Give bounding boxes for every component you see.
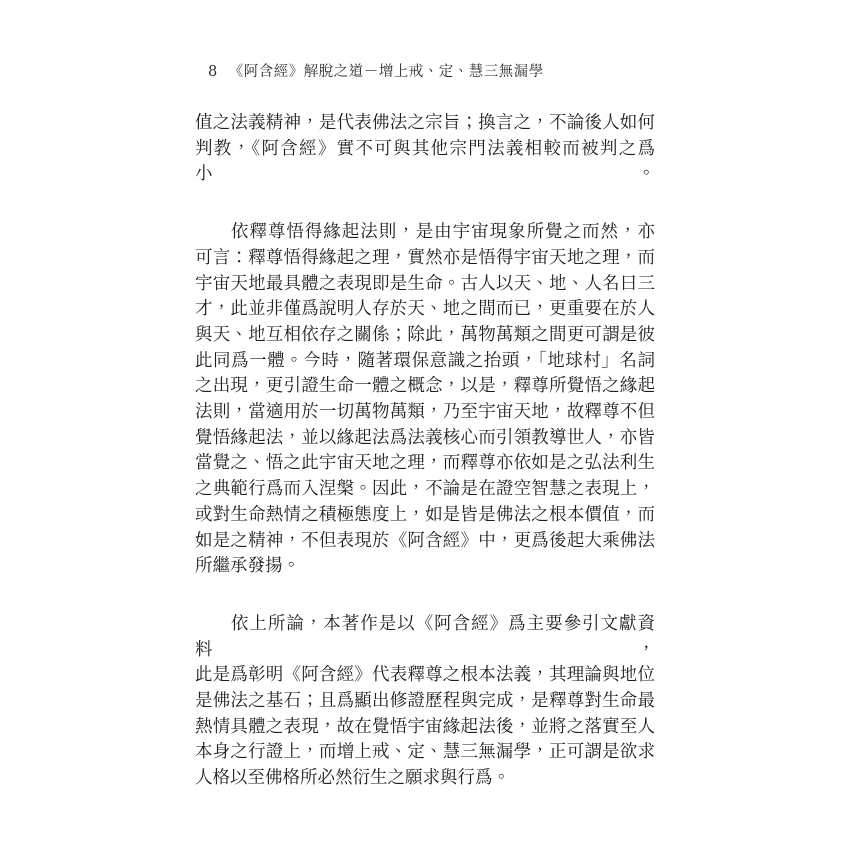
paragraph: [195, 612, 655, 792]
text-line: 如是之精神，不但表現於《阿含經》中，更爲後起大乘佛法: [195, 530, 655, 551]
text-line: 所繼承發揚。: [195, 556, 300, 577]
text-line: 判教，《阿含經》實不可與其他宗門法義相較而被判之爲小。: [195, 138, 655, 185]
text-line: 或對生命熱情之積極態度上，如是皆是佛法之根本價值，而: [195, 504, 655, 525]
text-line: 是佛法之基石；且爲顯出修證歷程與完成，是釋尊對生命最: [195, 691, 655, 712]
text-line: 才，此並非僅爲說明人存於天、地之間而已，更重要在於人: [195, 299, 655, 320]
text-line: 之出現，更引證生命一體之概念，以是，釋尊所覺悟之緣起: [195, 376, 655, 397]
text-line: 當覺之、悟之此宇宙天地之理，而釋尊亦依如是之弘法利生: [195, 453, 655, 474]
text-line: 之典範行爲而入涅槃。因此，不論是在證空智慧之表現上，: [195, 479, 655, 500]
running-title: 《阿含經》解脫之道－增上戒、定、慧三無漏學: [228, 64, 544, 80]
text-line: 宇宙天地最具體之表現即是生命。古人以天、地、人名曰三: [195, 273, 655, 294]
text-line: 可言：釋尊悟得緣起之理，實然亦是悟得宇宙天地之理，而: [195, 247, 655, 268]
text-line: 此是爲彰明《阿含經》代表釋尊之根本法義，其理論與地位: [195, 665, 655, 686]
text-line: 法則，當適用於一切萬物萬類，乃至宇宙天地，故釋尊不但: [195, 402, 655, 423]
text-line: 熱情具體之表現，故在覺悟宇宙緣起法後，並將之落實至人: [195, 716, 655, 737]
text-line: 依釋尊悟得緣起法則，是由宇宙現象所覺之而然，亦: [230, 222, 655, 243]
text-line: 此同爲一體。今時，隨著環保意識之抬頭，「地球村」名詞: [195, 350, 655, 371]
running-header: [208, 60, 544, 81]
page-number: 8: [208, 64, 218, 80]
paragraph: [195, 220, 655, 580]
text-line: 依上所論，本著作是以《阿含經》爲主要參引文獻資料，: [195, 613, 655, 660]
paragraph: [195, 111, 655, 188]
text-line: 值之法義精神，是代表佛法之宗旨；換言之，不論後人如何: [195, 113, 655, 133]
text-line: 覺悟緣起法，並以緣起法爲法義核心而引領教導世人，亦皆: [195, 427, 655, 448]
body-text: [195, 111, 655, 792]
text-line: 人格以至佛格所必然衍生之願求與行爲。: [195, 768, 510, 789]
text-line: 本身之行證上，而增上戒、定、慧三無漏學，正可謂是欲求: [195, 742, 655, 763]
text-line: 與天、地互相依存之關係；除此，萬物萬類之間更可謂是彼: [195, 324, 655, 345]
